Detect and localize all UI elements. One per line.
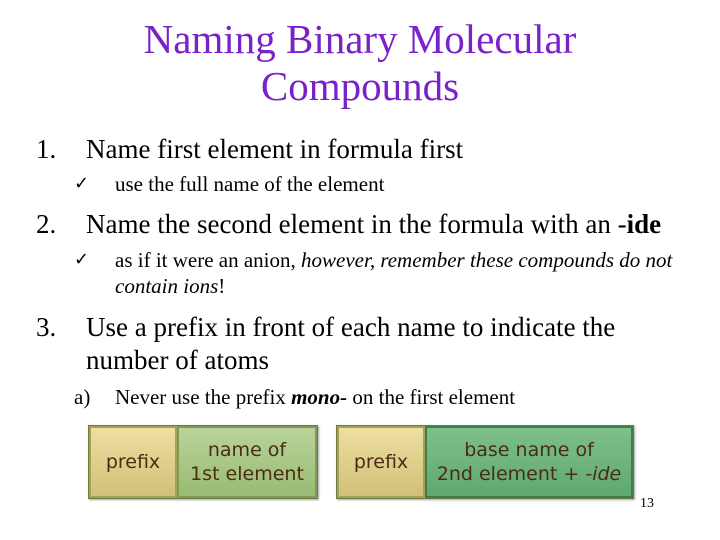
substep-2 <box>74 247 694 299</box>
step-3-number: 3. <box>36 312 57 342</box>
step-1-text: Name first element in formula first <box>86 134 464 164</box>
prefix-box-1 <box>89 426 177 498</box>
substep-2-part1: as if it were an anion, <box>115 248 302 272</box>
substep-2-italic: however, remember these compounds do not contain ions <box>115 248 673 298</box>
substep-3-part2: on the first element <box>347 385 516 409</box>
base-name-line-2 <box>437 462 621 486</box>
substep-3-text <box>115 384 694 410</box>
step-2-main: Name the second element in the formula with an - <box>86 209 627 239</box>
substep-3-mono: mono- <box>291 385 348 409</box>
base-name-line-2-text: 2nd element + <box>436 463 586 485</box>
prefix-box-2 <box>337 426 425 498</box>
check-mark-icon: ✓ <box>74 249 90 270</box>
check-mark-icon: ✓ <box>74 173 90 194</box>
substep-3-marker: a) <box>74 385 91 409</box>
step-3 <box>36 311 696 377</box>
substep-1-text: use the full name of the element <box>115 172 385 196</box>
step-1-number: 1. <box>36 134 57 164</box>
substep-2-text <box>115 247 694 299</box>
step-2 <box>36 208 696 241</box>
page-number: 13 <box>640 496 654 511</box>
substep-3-part1: Never use the prefix <box>115 385 292 409</box>
diagram-right-group <box>336 425 634 499</box>
step-2-number: 2. <box>36 209 57 239</box>
step-2-text <box>86 208 696 241</box>
step-2-ide: ide <box>626 209 662 239</box>
diagram-left-group <box>88 425 318 499</box>
base-name-line-1: base name of <box>464 439 594 461</box>
ide-suffix: -ide <box>585 463 622 485</box>
prefix-box-2-label: prefix <box>353 451 409 473</box>
first-element-line-2: 1st element <box>190 463 304 485</box>
step-3-text: Use a prefix in front of each name to indicate the number of atoms <box>86 312 616 375</box>
first-element-box <box>177 426 317 498</box>
base-name-box <box>425 426 633 498</box>
title-line-1: Naming Binary Molecular <box>143 16 577 62</box>
substep-2-part2: ! <box>218 274 226 298</box>
prefix-box-1-label: prefix <box>105 451 161 473</box>
substep-1 <box>74 171 694 197</box>
first-element-line-1: name of <box>207 439 287 461</box>
title-line-2: Compounds <box>260 63 460 109</box>
slide-title <box>0 16 720 110</box>
step-1 <box>36 133 696 166</box>
substep-3 <box>74 384 694 410</box>
